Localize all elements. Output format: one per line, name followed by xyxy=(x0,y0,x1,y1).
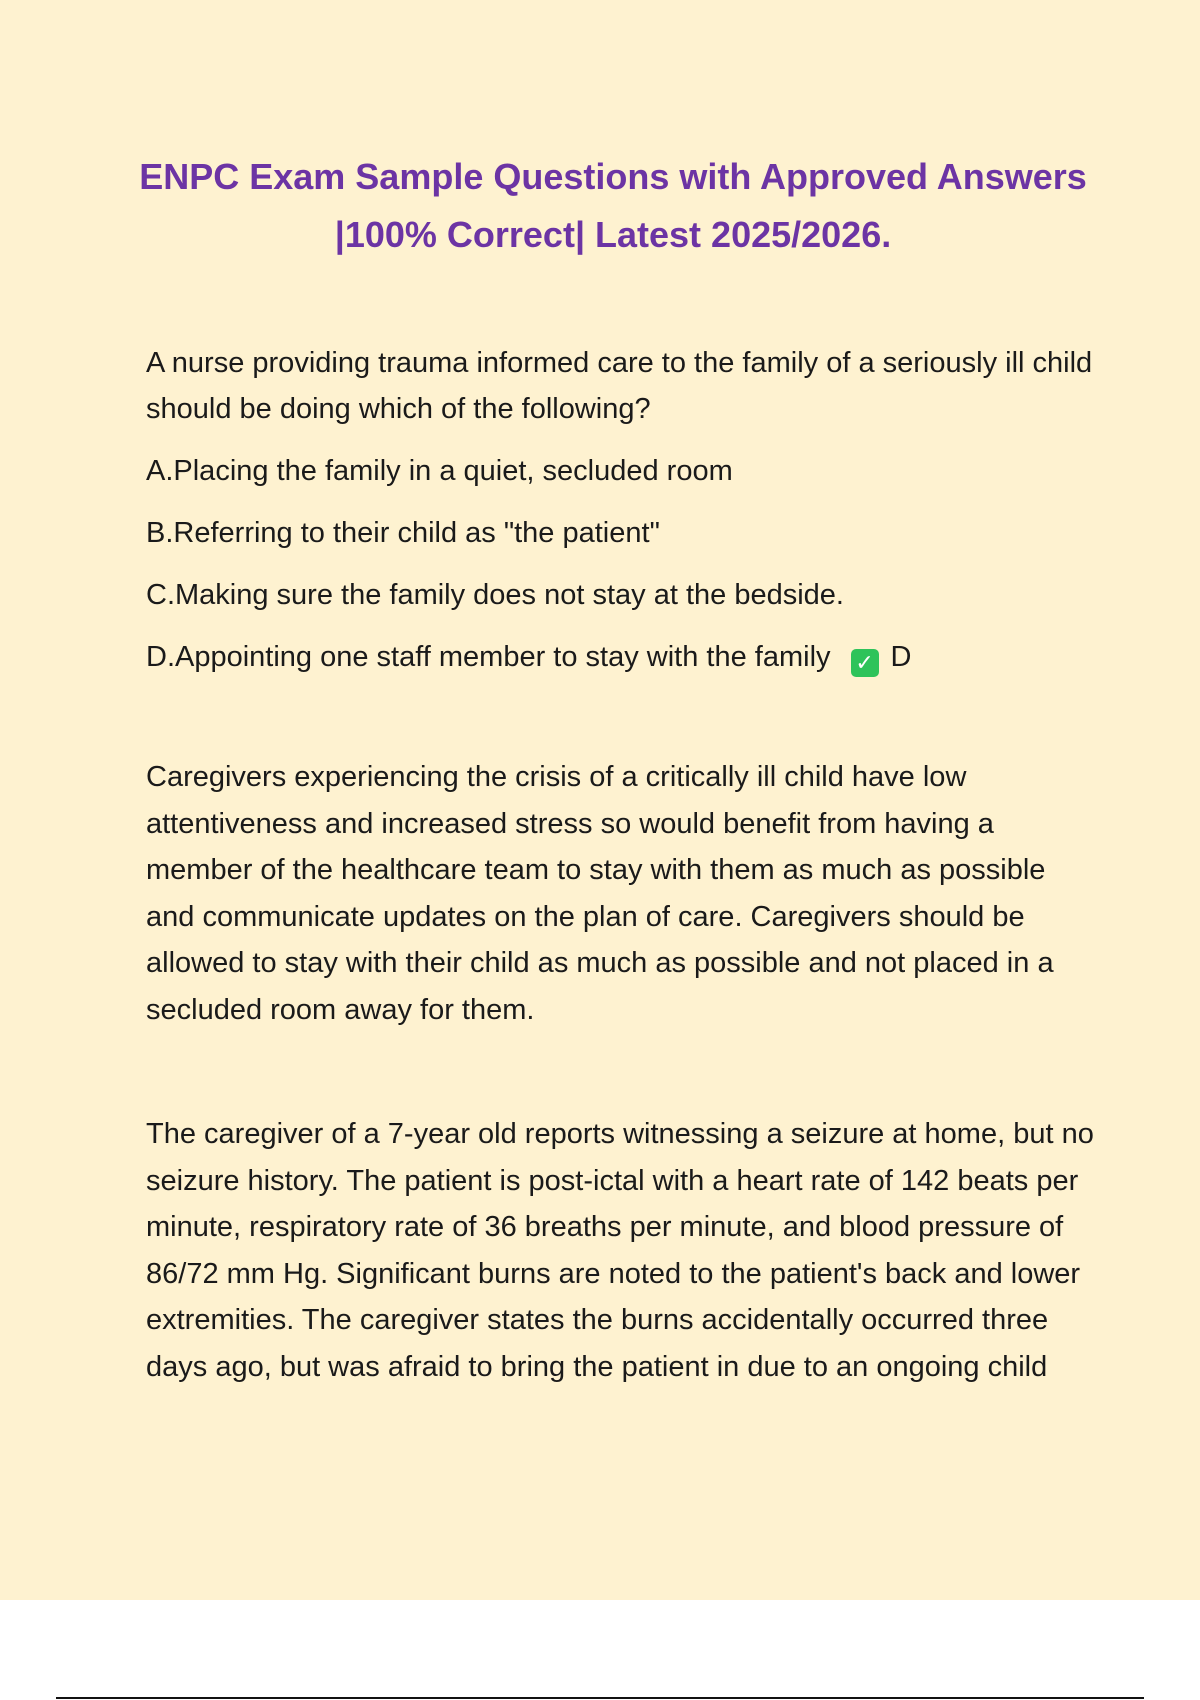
question-1-stem: A nurse providing trauma informed care to the family of a seriously ill child should be doing which of the following? xyxy=(146,347,1093,425)
option-d-text: D.Appointing one staff member to stay with the family xyxy=(146,641,831,673)
option-a: A.Placing the family in a quiet, secluded room xyxy=(146,455,733,487)
document-title: ENPC Exam Sample Questions with Approved Answers |100% Correct| Latest 2025/2026. xyxy=(139,156,1087,255)
question-1-explanation: Caregivers experiencing the crisis of a critically ill child have low attentiveness and increased stress so would benefit from having a member of the healthcare team to stay with them as much as possible and communicate updates on the plan of care. Caregivers should be allowed to stay with their child as much as possible and not placed in a secluded room away for them. xyxy=(146,761,1054,1026)
question-2-stem: The caregiver of a 7-year old reports witnessing a seizure at home, but no seizure history. The patient is post-ictal with a heart rate of 142 beats per minute, respiratory rate of 36 breaths per minute, and blood pressure of 86/72 mm Hg. Significant burns are noted to the patient's back and lower extremities. The caregiver states the burns accidentally occurred three days ago, but was afraid to bring the patient in due to an ongoing child xyxy=(146,1118,1094,1383)
answer-letter: D xyxy=(890,641,912,673)
question-1-options xyxy=(146,448,1096,680)
option-c: C.Making sure the family does not stay at the bedside. xyxy=(146,579,844,611)
footer-divider xyxy=(56,1697,1144,1699)
check-mark-icon: ✓ xyxy=(851,649,879,677)
option-b: B.Referring to their child as "the patient" xyxy=(146,517,660,549)
option-d xyxy=(146,634,1096,680)
document-body xyxy=(146,340,1096,1390)
